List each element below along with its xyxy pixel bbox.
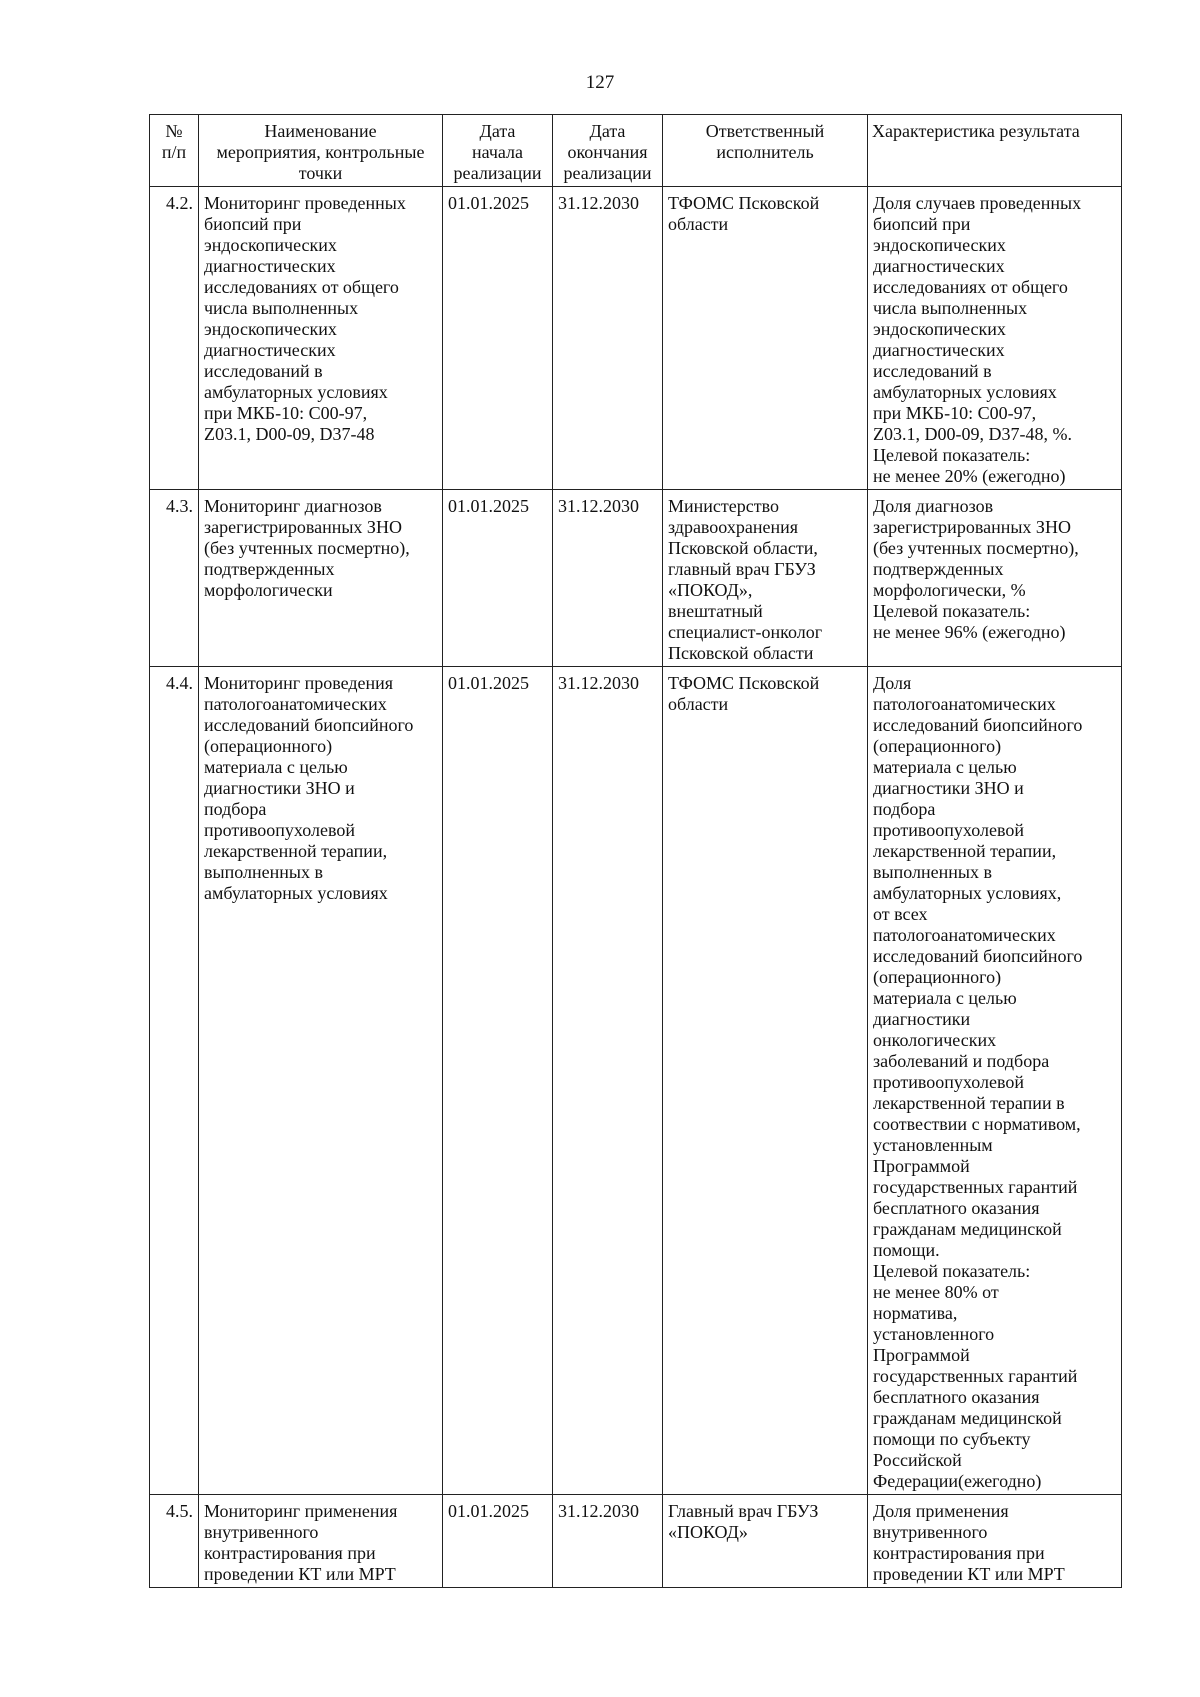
row-end-date: 31.12.2030 xyxy=(553,667,663,1495)
measures-table xyxy=(149,114,1122,1588)
row-name: Мониторинг проведения патологоанатомических исследований биопсийного (операционного) материала с целью диагностики ЗНО и подбора противоопухолевой лекарственной терапии, выполненных в амбулаторных условиях xyxy=(199,667,443,1495)
row-name: Мониторинг проведенных биопсий при эндоскопических диагностических исследованиях от общего числа выполненных эндоскопических диагностических исследований в амбулаторных условиях при МКБ-10: С00-97, Z03.1, D00-09, D37-48 xyxy=(199,187,443,490)
row-result: Доля случаев проведенных биопсий при эндоскопических диагностических исследованиях от общего числа выполненных эндоскопических диагностических исследований в амбулаторных условиях при МКБ-10: С00-97, Z03.1, D00-09, D37-48, %. Целевой показатель: не менее 20% (ежегодно) xyxy=(868,187,1122,490)
table-row xyxy=(150,490,1122,667)
header-start-date: Дата начала реализации xyxy=(443,115,553,187)
row-result: Доля диагнозов зарегистрированных ЗНО (без учтенных посмертно), подтвержденных морфологически, % Целевой показатель: не менее 96% (ежегодно) xyxy=(868,490,1122,667)
row-end-date: 31.12.2030 xyxy=(553,490,663,667)
row-result: Доля патологоанатомических исследований биопсийного (операционного) материала с целью диагностики ЗНО и подбора противоопухолевой лекарственной терапии, выполненных в амбулаторных условиях, от всех патологоанатомических исследований биопсийного (операционного) материала с целью диагностики онкологических заболеваний и подбора противоопухолевой лекарственной терапии в соотвествии с нормативом, установленным Программой государственных гарантий бесплатного оказания гражданам медицинской помощи. Целевой показатель: не менее 80% от норматива, установленного Программой государственных гарантий бесплатного оказания гражданам медицинской помощи по субъекту Российской Федерации(ежегодно) xyxy=(868,667,1122,1495)
row-start-date: 01.01.2025 xyxy=(443,667,553,1495)
row-start-date: 01.01.2025 xyxy=(443,187,553,490)
table-row xyxy=(150,187,1122,490)
header-responsible: Ответственный исполнитель xyxy=(663,115,868,187)
row-responsible: Министерство здравоохранения Псковской области, главный врач ГБУЗ «ПОКОД», внештатный специалист-онколог Псковской области xyxy=(663,490,868,667)
row-name: Мониторинг применения внутривенного контрастирования при проведении КТ или МРТ xyxy=(199,1495,443,1588)
table-row xyxy=(150,1495,1122,1588)
header-number: № п/п xyxy=(150,115,199,187)
table-row xyxy=(150,667,1122,1495)
row-responsible: ТФОМС Псковской области xyxy=(663,667,868,1495)
row-name: Мониторинг диагнозов зарегистрированных ЗНО (без учтенных посмертно), подтвержденных морфологически xyxy=(199,490,443,667)
row-end-date: 31.12.2030 xyxy=(553,1495,663,1588)
row-number: 4.3. xyxy=(150,490,199,667)
row-number: 4.5. xyxy=(150,1495,199,1588)
header-result: Характеристика результата xyxy=(868,115,1122,187)
row-responsible: Главный врач ГБУЗ «ПОКОД» xyxy=(663,1495,868,1588)
table-header-row xyxy=(150,115,1122,187)
header-end-date: Дата окончания реализации xyxy=(553,115,663,187)
row-start-date: 01.01.2025 xyxy=(443,1495,553,1588)
page-number: 127 xyxy=(585,72,615,93)
row-number: 4.4. xyxy=(150,667,199,1495)
row-end-date: 31.12.2030 xyxy=(553,187,663,490)
header-name: Наименование мероприятия, контрольные точки xyxy=(199,115,443,187)
row-number: 4.2. xyxy=(150,187,199,490)
row-result: Доля применения внутривенного контрастирования при проведении КТ или МРТ xyxy=(868,1495,1122,1588)
row-responsible: ТФОМС Псковской области xyxy=(663,187,868,490)
row-start-date: 01.01.2025 xyxy=(443,490,553,667)
